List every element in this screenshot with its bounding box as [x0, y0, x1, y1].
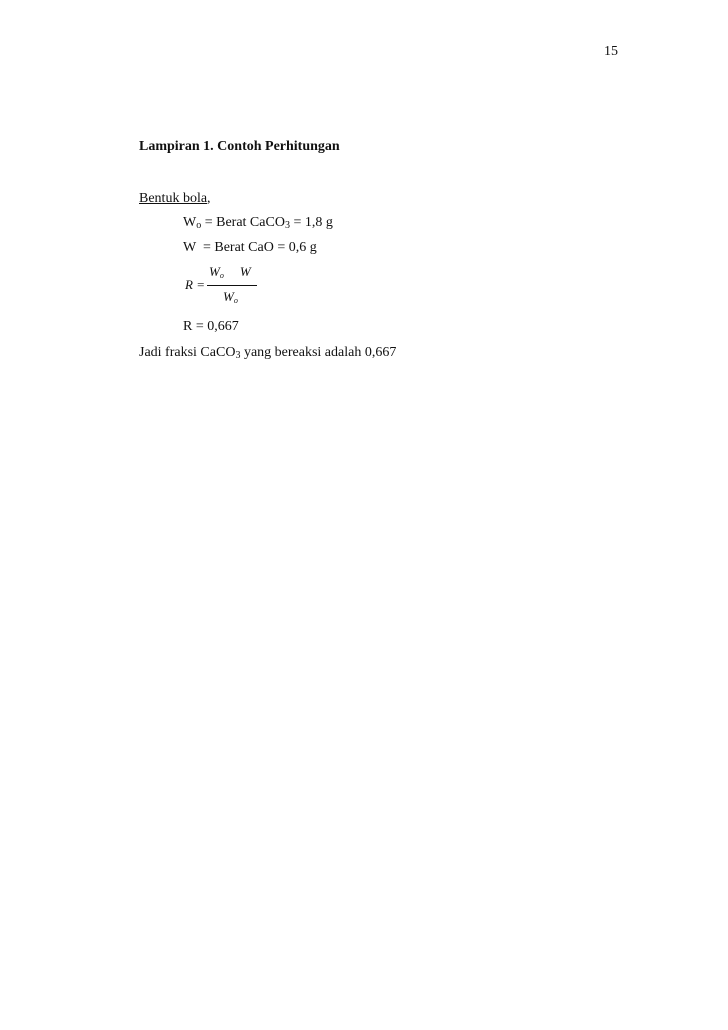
conclusion-suffix: yang bereaksi adalah 0,667: [240, 345, 397, 360]
conclusion-subscript: 3: [235, 350, 241, 361]
numerator-wo: W: [209, 264, 220, 279]
intro-underlined-text: Bentuk bola: [139, 191, 208, 206]
wo-value: = 1,8 g: [289, 215, 333, 230]
fraction-formula: [183, 264, 273, 308]
numerator-w: W: [239, 264, 251, 279]
wo-symbol: W: [183, 215, 197, 230]
formula-denominator: [223, 289, 238, 305]
formula-numerator: [209, 264, 251, 280]
final-weight-line: W = Berat CaO = 0,6 g: [183, 240, 317, 255]
page-number: 15: [604, 44, 618, 59]
denominator-wo-subscript: o: [233, 296, 238, 305]
wo-text: = Berat CaCO: [201, 215, 285, 230]
formula-lhs: R =: [185, 277, 205, 292]
result-line: R = 0,667: [183, 319, 239, 334]
section-heading: Lampiran 1. Contoh Perhitungan: [139, 139, 340, 154]
intro-line: [139, 191, 211, 207]
denominator-wo: W: [223, 289, 234, 304]
conclusion-prefix: Jadi fraksi CaCO: [139, 345, 236, 360]
fraction-bar: [207, 285, 257, 286]
conclusion-line: [139, 345, 396, 361]
numerator-wo-subscript: o: [219, 271, 224, 280]
initial-weight-line: [183, 215, 333, 231]
wo-subscript: o: [196, 220, 202, 231]
caco3-subscript: 3: [284, 220, 290, 231]
intro-comma: ,: [207, 191, 211, 206]
